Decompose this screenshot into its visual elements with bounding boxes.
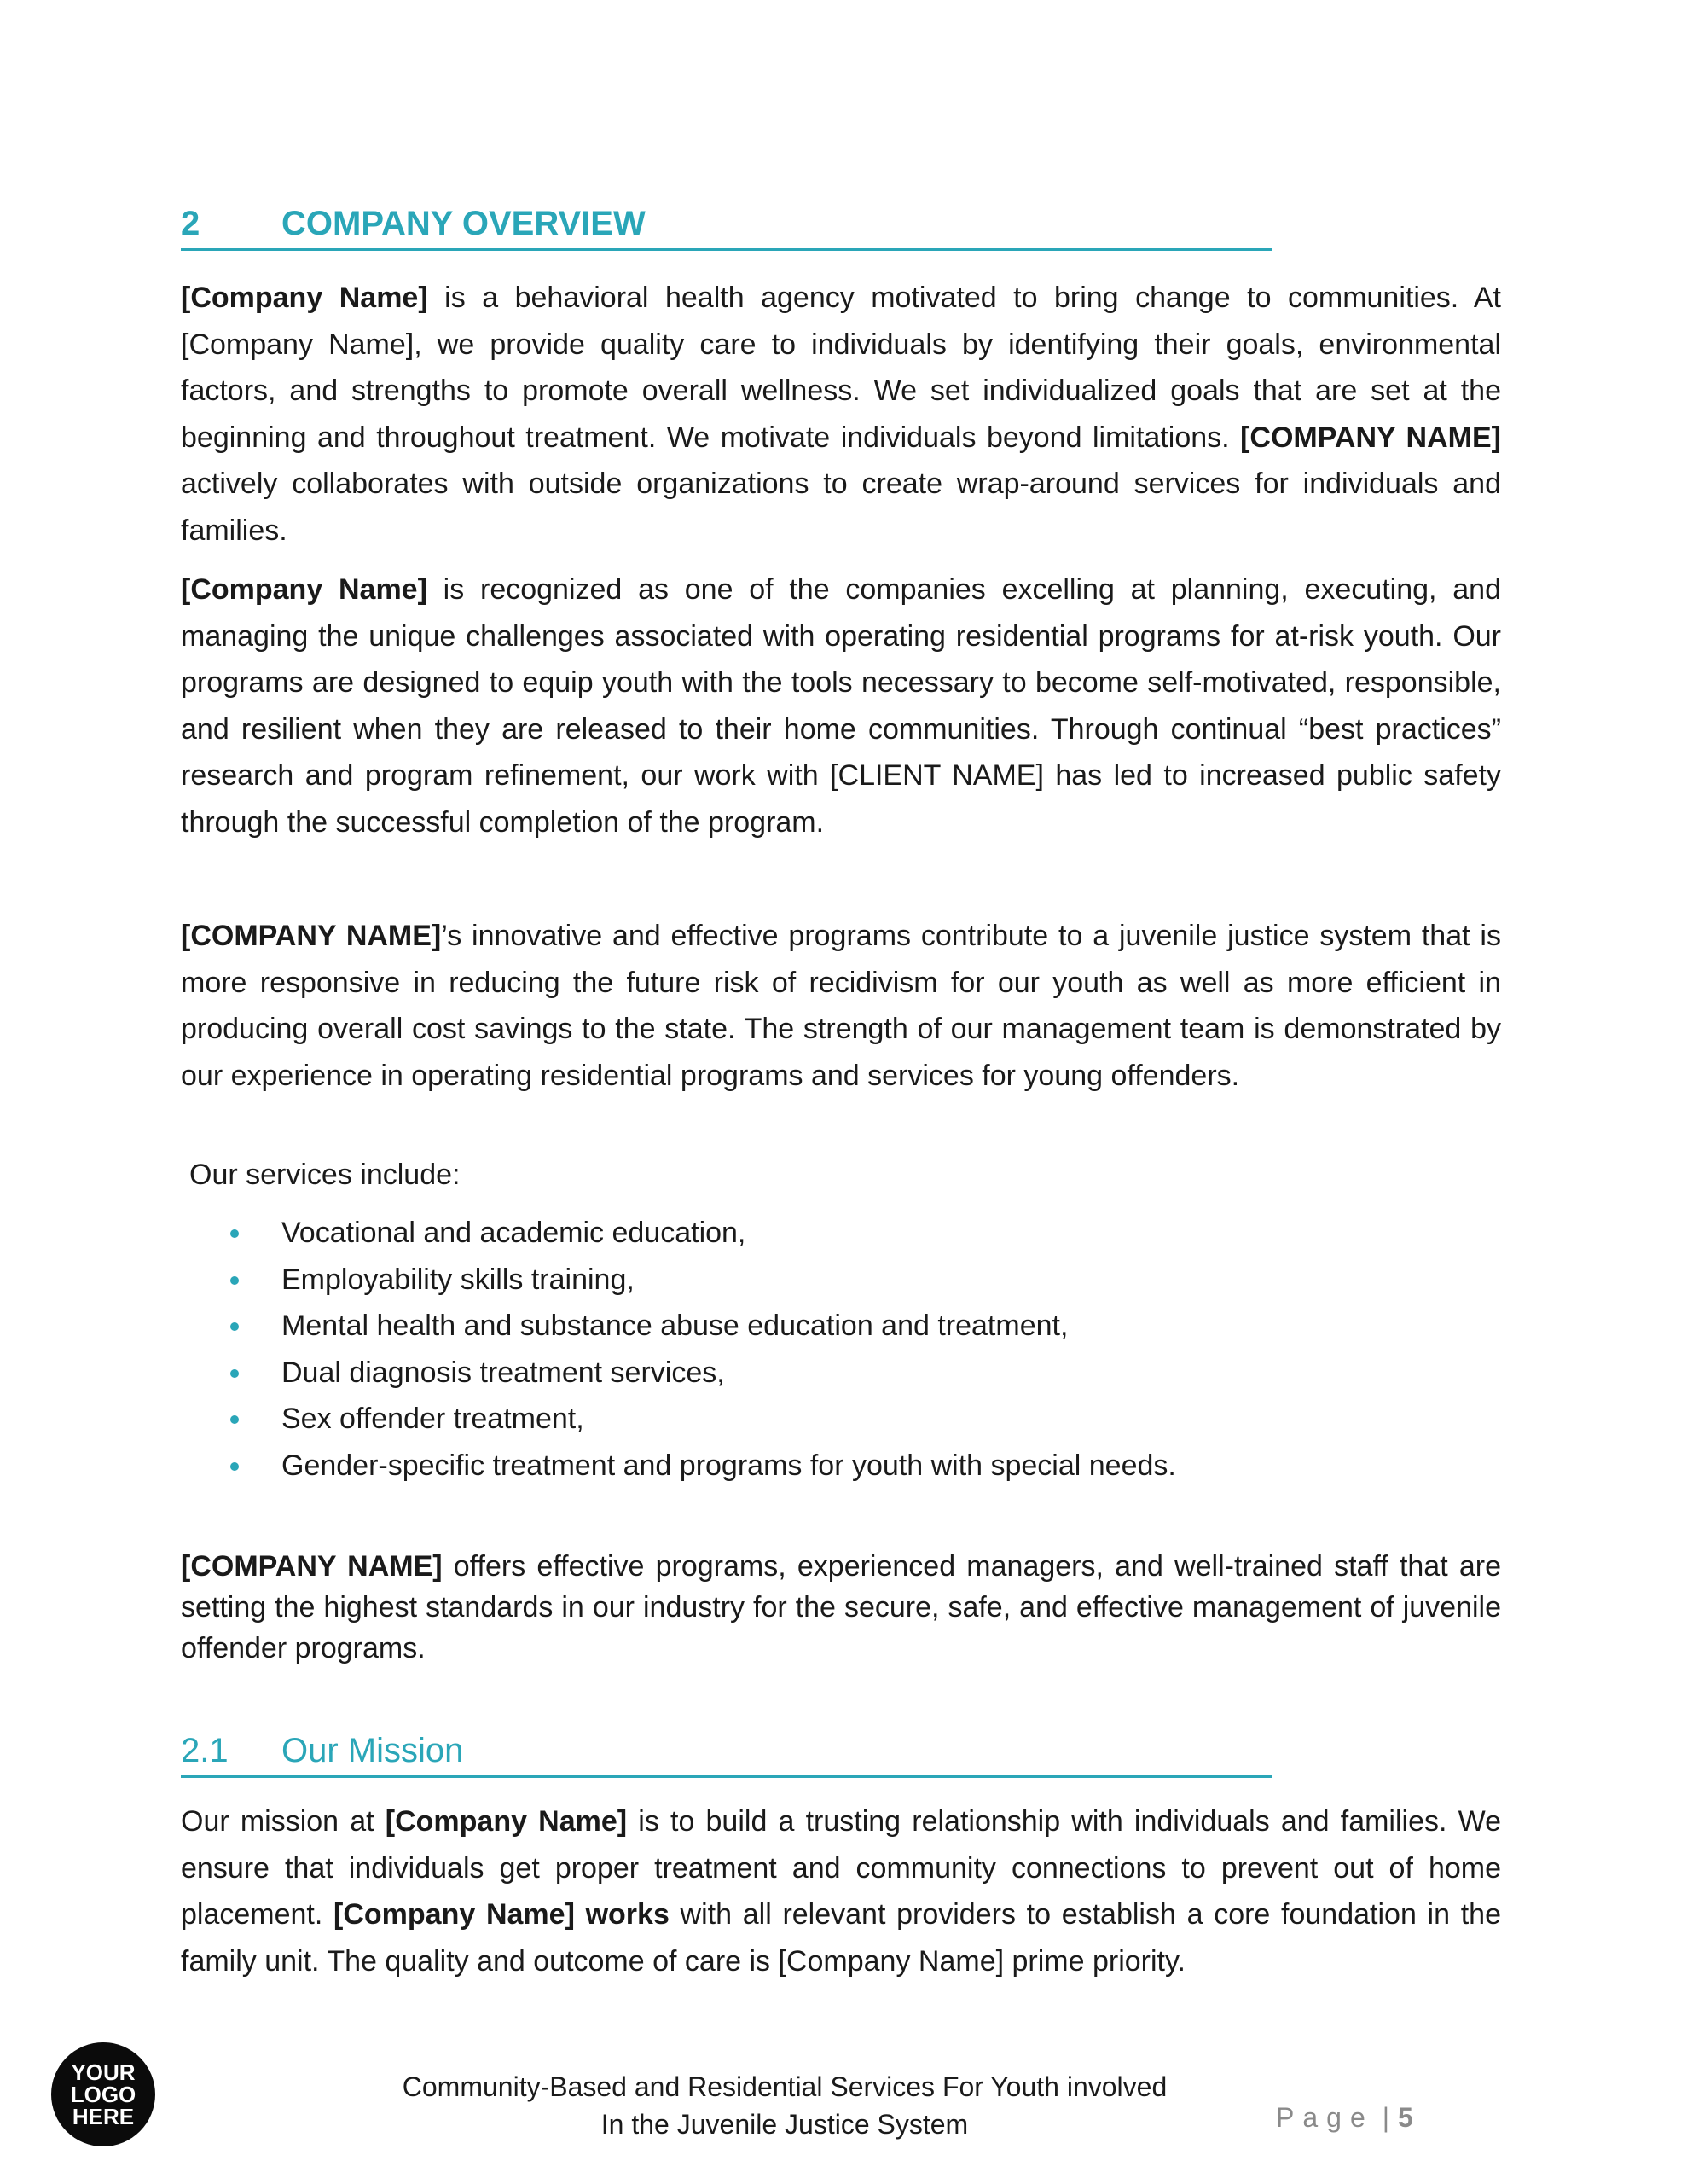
logo-text: HERE xyxy=(72,2104,135,2129)
subsection-title: Our Mission xyxy=(281,1732,464,1769)
list-item-text: Mental health and substance abuse education and treatment, xyxy=(281,1310,1069,1343)
paragraph-text: is to build a trusting relationship with individuals and families. We ensure that individuals get proper treatment and community connections to prevent out of home placement. xyxy=(181,1805,1501,1931)
overview-paragraph-2 xyxy=(181,566,1501,845)
footer-line-1: Community-Based and Residential Services For Youth involved xyxy=(402,2071,1168,2102)
logo-text: YOUR xyxy=(71,2059,136,2085)
list-item xyxy=(230,1396,1176,1443)
bullet-icon xyxy=(230,1229,239,1238)
section-title: COMPANY OVERVIEW xyxy=(281,205,646,242)
overview-paragraph-4 xyxy=(181,1546,1501,1669)
page-number xyxy=(1276,2102,1413,2134)
paragraph-text: offers effective programs, experienced managers, and well-trained staff that are setting the highest standards in our industry for the secure, safe, and effective management of juvenile offender programs. xyxy=(181,1550,1501,1664)
bullet-icon xyxy=(230,1322,239,1331)
subsection-heading xyxy=(181,1732,1272,1778)
overview-paragraph-3 xyxy=(181,913,1501,1099)
list-item xyxy=(230,1443,1176,1490)
list-item xyxy=(230,1303,1176,1350)
page-number-value: 5 xyxy=(1398,2102,1413,2133)
footer-title xyxy=(324,2068,1245,2143)
services-label: Our services include: xyxy=(189,1159,461,1191)
company-name-bold: [COMPANY NAME] xyxy=(181,1550,443,1583)
paragraph-text: is recognized as one of the companies excelling at planning, executing, and managing the unique challenges associated with operating residential programs for at-risk youth. Our programs are designed to equip youth with the tools necessary to become self-motivated, responsible, and resilient when they are released to their home communities. Through continual “best practices” research and program refinement, our work with [CLIENT NAME] has led to increased public safety through the successful completion of the program. xyxy=(181,573,1501,839)
subsection-number: 2.1 xyxy=(181,1732,229,1769)
list-item-text: Sex offender treatment, xyxy=(281,1403,584,1436)
mission-paragraph xyxy=(181,1798,1501,1984)
overview-paragraph-1 xyxy=(181,275,1501,554)
list-item-text: Vocational and academic education, xyxy=(281,1217,746,1249)
section-heading xyxy=(181,205,1272,251)
bullet-icon xyxy=(230,1276,239,1285)
company-name-bold: [COMPANY NAME] xyxy=(1240,421,1501,454)
logo-placeholder xyxy=(51,2042,155,2146)
bullet-icon xyxy=(230,1415,239,1424)
bullet-icon xyxy=(230,1369,239,1378)
section-number: 2 xyxy=(181,205,200,242)
list-item xyxy=(230,1257,1176,1304)
list-item xyxy=(230,1210,1176,1257)
paragraph-text: Our mission at xyxy=(181,1805,386,1838)
company-name-bold: [Company Name] xyxy=(181,573,427,606)
logo-text: LOGO xyxy=(70,2082,136,2107)
list-item-text: Gender-specific treatment and programs for youth with special needs. xyxy=(281,1449,1176,1482)
paragraph-text: with all relevant providers to establish a core foundation in the family unit. The quality and outcome of care is [Company Name] prime priority. xyxy=(181,1898,1501,1978)
company-name-bold: [Company Name] works xyxy=(333,1898,670,1931)
list-item xyxy=(230,1350,1176,1397)
list-item-text: Dual diagnosis treatment services, xyxy=(281,1356,725,1389)
services-list xyxy=(230,1210,1176,1490)
footer-line-2: In the Juvenile Justice System xyxy=(600,2109,969,2140)
paragraph-text: ’s innovative and effective programs contribute to a juvenile justice system that is more responsive in reducing the future risk of recidivism for our youth as well as more efficient in producing overall cost savings to the state. The strength of our management team is demonstrated by our experience in operating residential programs and services for young offenders. xyxy=(181,920,1501,1092)
page-word: Page xyxy=(1276,2102,1374,2133)
bullet-icon xyxy=(230,1462,239,1471)
company-name-bold: [Company Name] xyxy=(181,282,428,314)
company-name-bold: [Company Name] xyxy=(385,1805,628,1838)
list-item-text: Employability skills training, xyxy=(281,1263,635,1296)
company-name-bold: [COMPANY NAME] xyxy=(181,920,442,952)
paragraph-text: is a behavioral health agency motivated to bring change to communities. At [Company Name], we provide quality care to individuals by identifying their goals, environmental factors, and strengths to promote overall wellness. We set individualized goals that are set at the beginning and throughout treatment. We motivate individuals beyond limitations. xyxy=(181,282,1501,454)
page-separator: | xyxy=(1382,2102,1390,2133)
paragraph-text: actively collaborates with outside organizations to create wrap-around services for individuals and families. xyxy=(181,468,1501,547)
